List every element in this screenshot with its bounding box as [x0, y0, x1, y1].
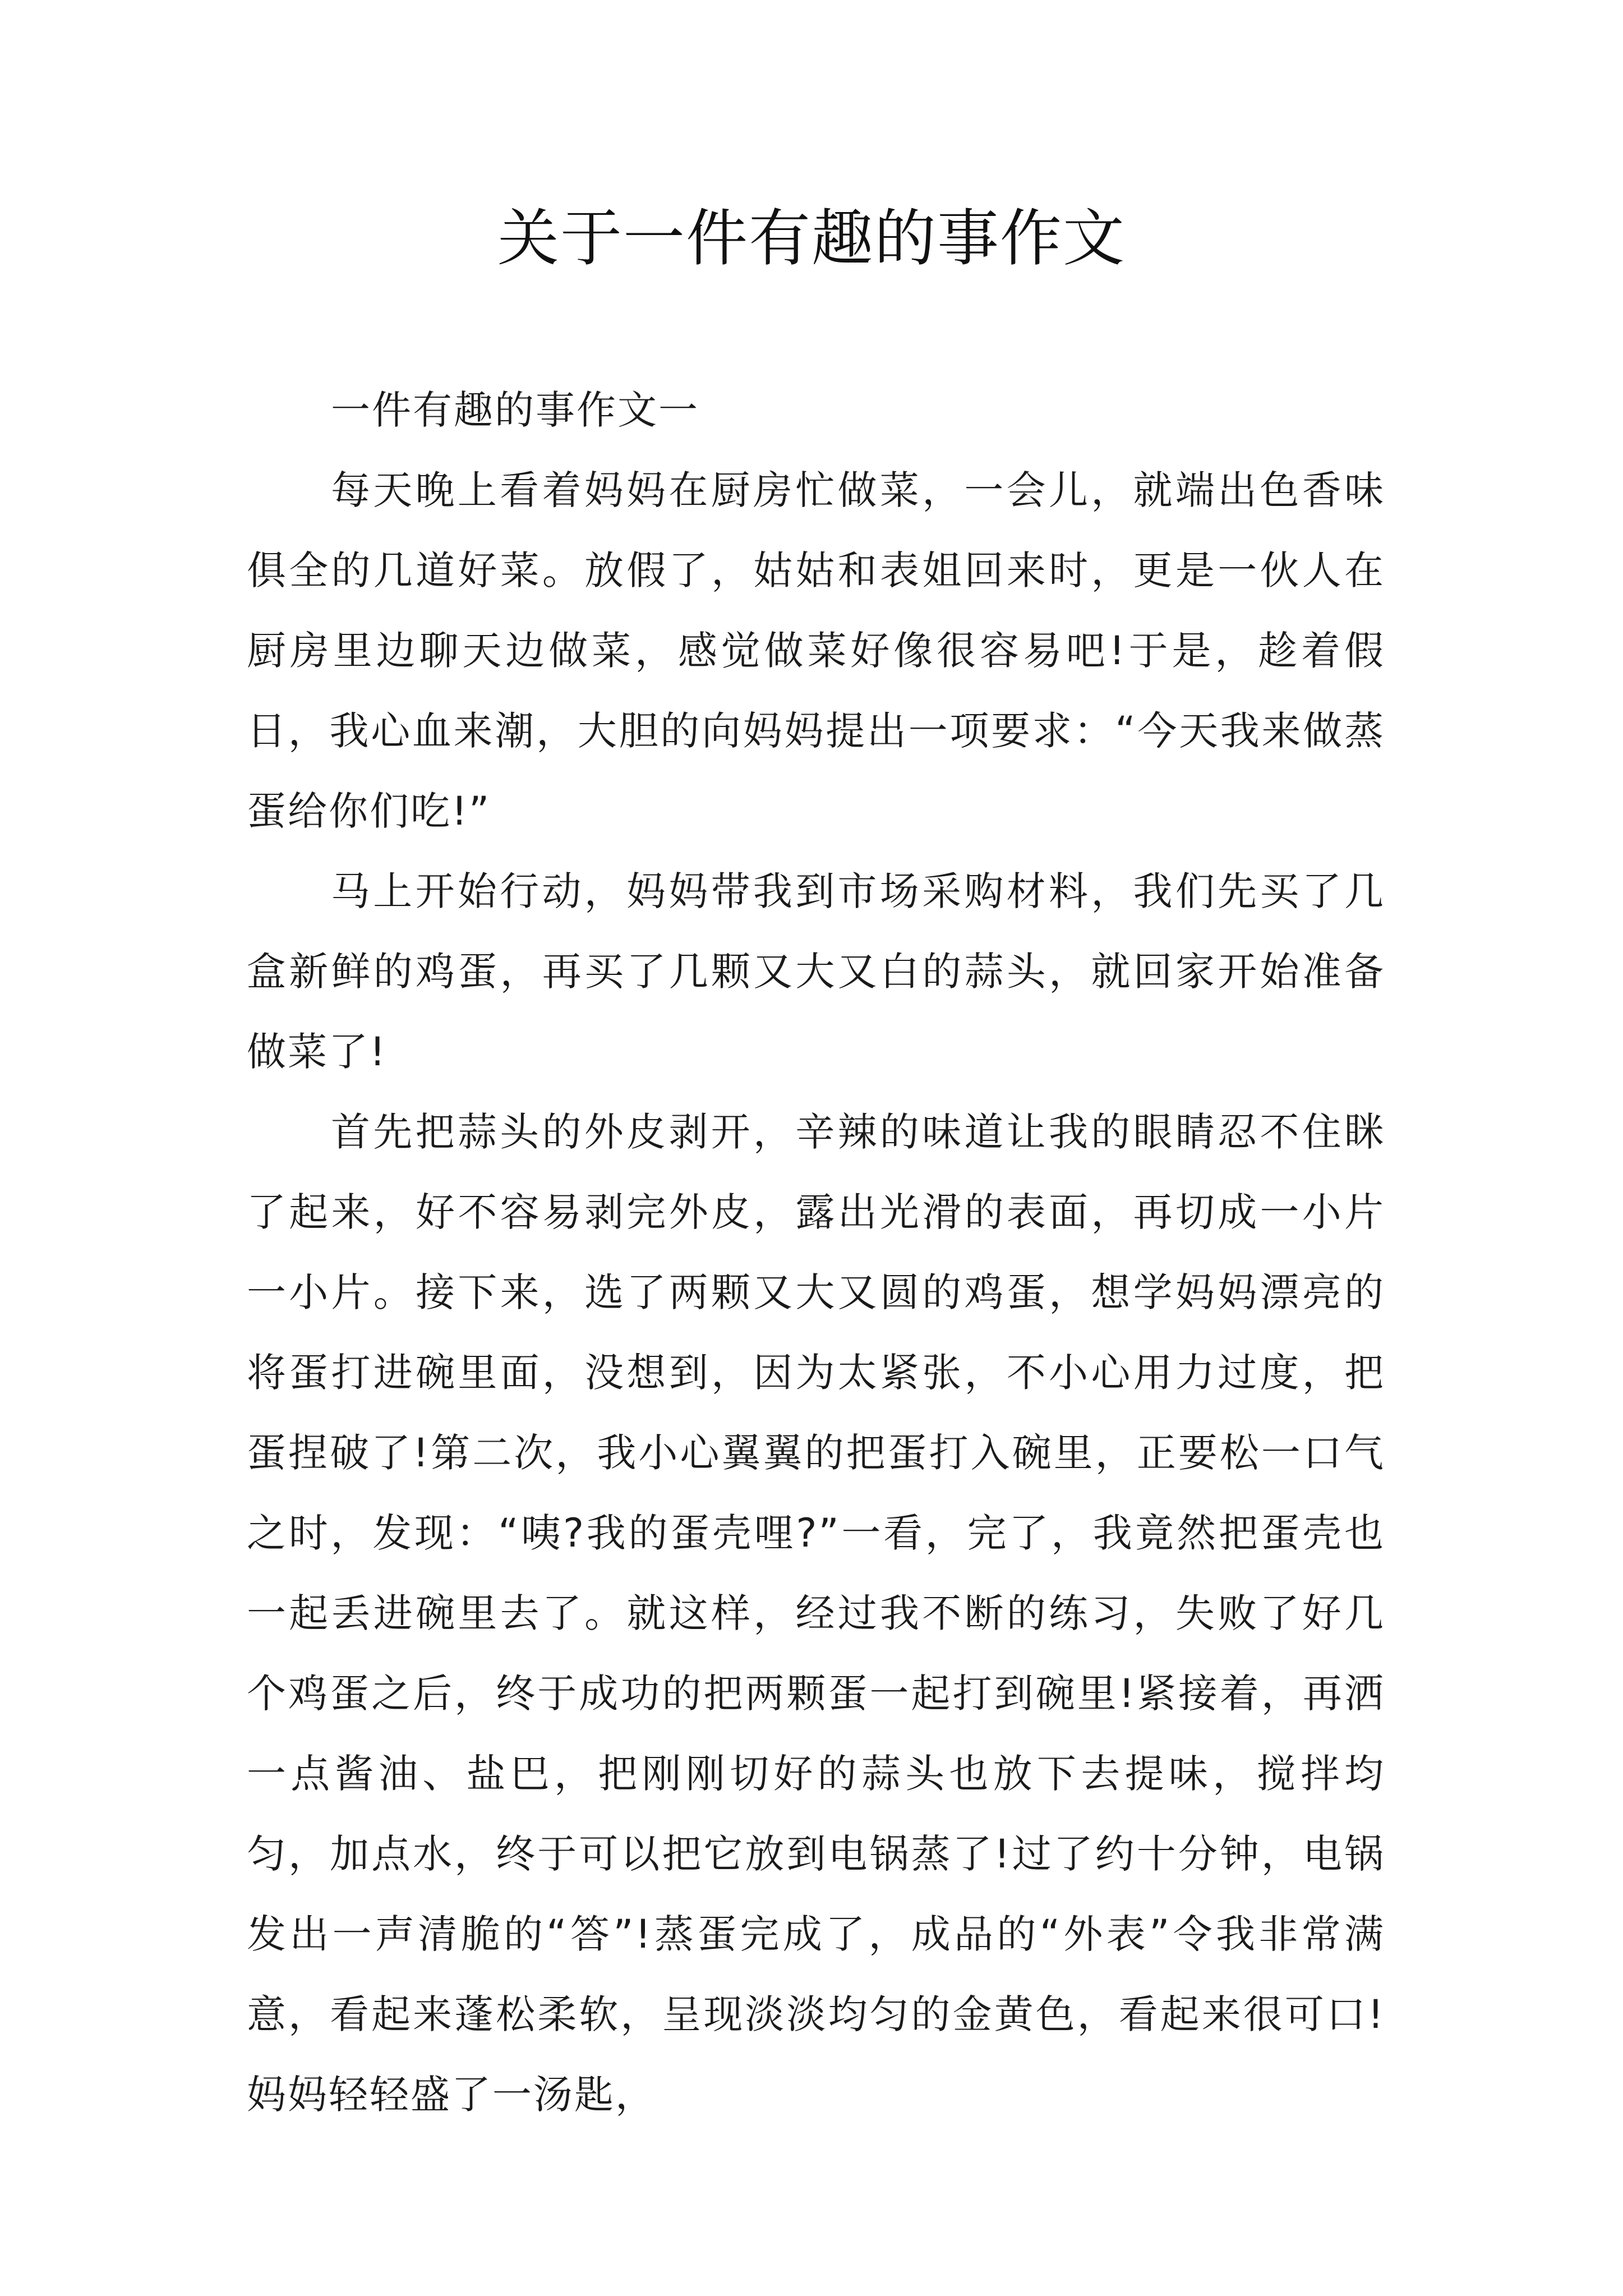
paragraph: 马上开始行动，妈妈带我到市场采购材料，我们先买了几盒新鲜的鸡蛋，再买了几颗又大又白的蒜头，就回家开始准备做菜了!: [247, 868, 1385, 1075]
section-heading: 一件有趣的事作文一: [331, 387, 699, 433]
document-title: 关于一件有趣的事作文: [497, 203, 1126, 274]
paragraph: 每天晚上看着妈妈在厨房忙做菜，一会儿，就端出色香味俱全的几道好菜。放假了，姑姑和表姐回来时，更是一伙人在厨房里边聊天边做菜，感觉做菜好像很容易吧!于是，趁着假日，我心血来潮，大胆的向妈妈提出一项要求：“今天我来做蒸蛋给你们吃!”: [247, 467, 1385, 834]
paragraph: 首先把蒜头的外皮剥开，辛辣的味道让我的眼睛忍不住眯了起来，好不容易剥完外皮，露出光滑的表面，再切成一小片一小片。接下来，选了两颗又大又圆的鸡蛋，想学妈妈漂亮的将蛋打进碗里面，没想到，因为太紧张，不小心用力过度，把蛋捏破了!第二次，我小心翼翼的把蛋打入碗里，正要松一口气之时，发现：“咦?我的蛋壳哩?”一看，完了，我竟然把蛋壳也一起丢进碗里去了。就这样，经过我不断的练习，失败了好几个鸡蛋之后，终于成功的把两颗蛋一起打到碗里!紧接着，再洒一点酱油、盐巴，把刚刚切好的蒜头也放下去提味，搅拌均匀，加点水，终于可以把它放到电锅蒸了!过了约十分钟，电锅发出一声清脆的“答”!蒸蛋完成了，成品的“外表”令我非常满意，看起来蓬松柔软，呈现淡淡均匀的金黄色，看起来很可口!妈妈轻轻盛了一汤匙，: [247, 1109, 1385, 2118]
document-body: [247, 370, 1385, 2135]
